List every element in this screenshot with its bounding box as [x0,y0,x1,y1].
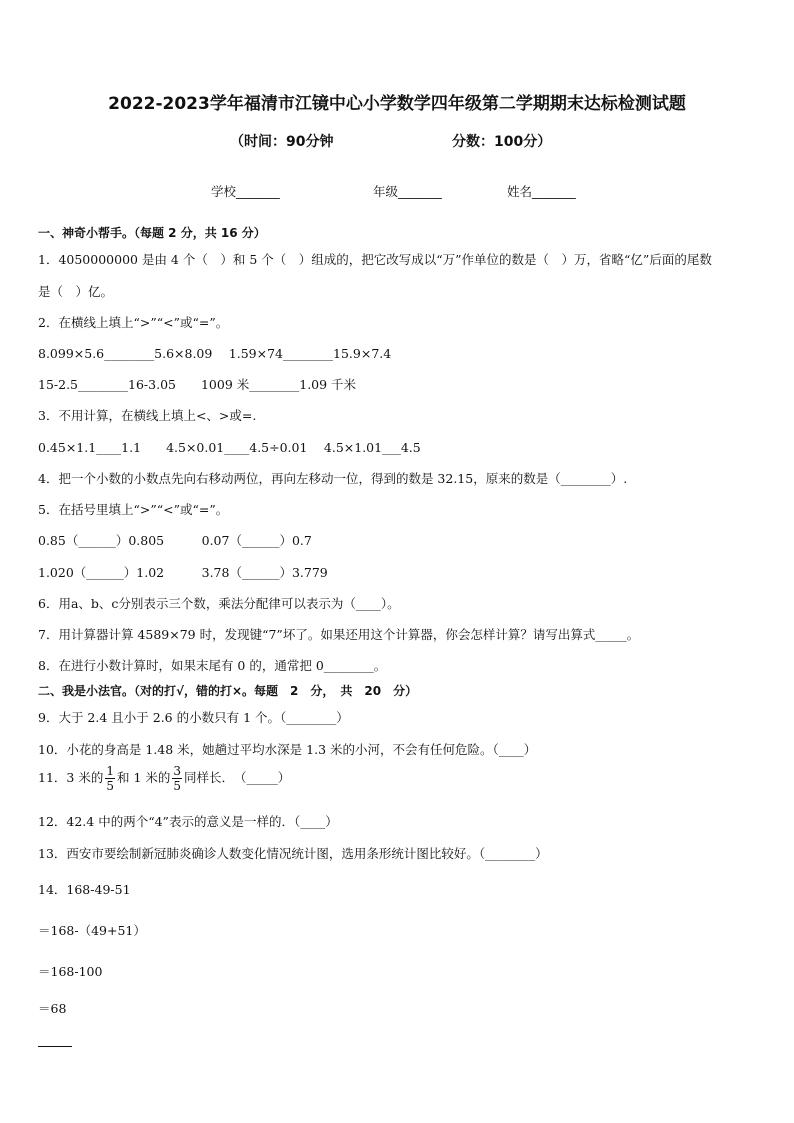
exam-meta [0,131,794,151]
question-8: 8．在进行小数计算时，如果末尾有 0 的，通常把 0________。 [38,658,387,673]
name-field: 姓名_______ [507,184,576,199]
question-5-row-2: 1.020（______）1.02 3.78（______）3.779 [38,565,328,580]
fraction-three-fifths: $\frac{3}{5}$ [173,764,182,793]
question-14-step-2: ＝168-100 [38,964,103,979]
question-3: 3．不用计算，在横线上填上<、>或=. [38,408,257,423]
exam-time: （时间：90分钟 [230,134,334,150]
question-14: 14．168-49-51 [38,882,131,897]
question-14-step-3: ＝68 [38,1001,67,1016]
question-10: 10．小花的身高是 1.48 米，她趟过平均水深是 1.3 米的小河，不会有任何危险。（____） [38,742,537,757]
question-6: 6．用a、b、c分别表示三个数，乘法分配律可以表示为（____）。 [38,596,400,611]
question-2-row-2: 15-2.5________16-3.05 1009 米________1.09 千米 [38,377,357,392]
school-field: 学校_______ [211,184,280,199]
question-3-row: 0.45×1.1____1.1 4.5×0.01____4.5÷0.01 4.5×1.01___4.5 [38,440,421,455]
question-11-prefix: 11．3 米的 [38,770,104,785]
question-11-middle: 和 1 米的 [116,770,171,785]
question-9: 9．大于 2.4 且小于 2.6 的小数只有 1 个。（________） [38,710,349,725]
question-4: 4．把一个小数的小数点先向右移动两位，再向左移动一位，得到的数是 32.15，原来的数是（________）. [38,471,628,486]
page-title: 2022-2023学年福清市江镜中心小学数学四年级第二学期期末达标检测试题 [108,94,686,114]
question-11-suffix: 同样长． （_____） [184,770,291,785]
fraction-one-fifth: $\frac{1}{5}$ [106,764,114,793]
question-5-row-1: 0.85（______）0.805 0.07（______）0.7 [38,533,312,548]
question-2: 2．在横线上填上“>”“<”或“=”。 [38,315,229,330]
question-12: 12．42.4 中的两个“4”表示的意义是一样的．（____） [38,814,338,829]
question-7: 7．用计算器计算 4589×79 时，发现键“7”坏了。如果还用这个计算器，你会怎样计算？请写出算式_____。 [38,627,640,642]
question-5: 5．在括号里填上“>”“<”或“=”。 [38,502,229,517]
question-11 [38,765,290,792]
section-2-heading: 二、我是小法官。（对的打√，错的打×。每题 2 分， 共 20 分） [38,684,418,698]
question-1-line-2: 是（ ）亿。 [38,284,114,299]
question-2-row-1: 8.099×5.6________5.6×8.09 1.59×74________15.9×7.4 [38,346,392,361]
grade-field: 年级_______ [373,184,442,199]
question-14-step-1: ＝168-（49+51） [38,923,146,938]
section-1-heading: 一、神奇小帮手。（每题 2 分，共 16 分） [38,226,266,240]
question-1-line-1: 1．4050000000 是由 4 个（ ）和 5 个（ ）组成的，把它改写成以“万”作单位的数是（ ）万，省略“亿”后面的尾数 [38,252,712,267]
answer-blank-line [38,1046,72,1047]
question-13: 13．西安市要绘制新冠肺炎确诊人数变化情况统计图，选用条形统计图比较好。（________） [38,846,548,861]
exam-score: 分数：100分） [452,134,552,150]
